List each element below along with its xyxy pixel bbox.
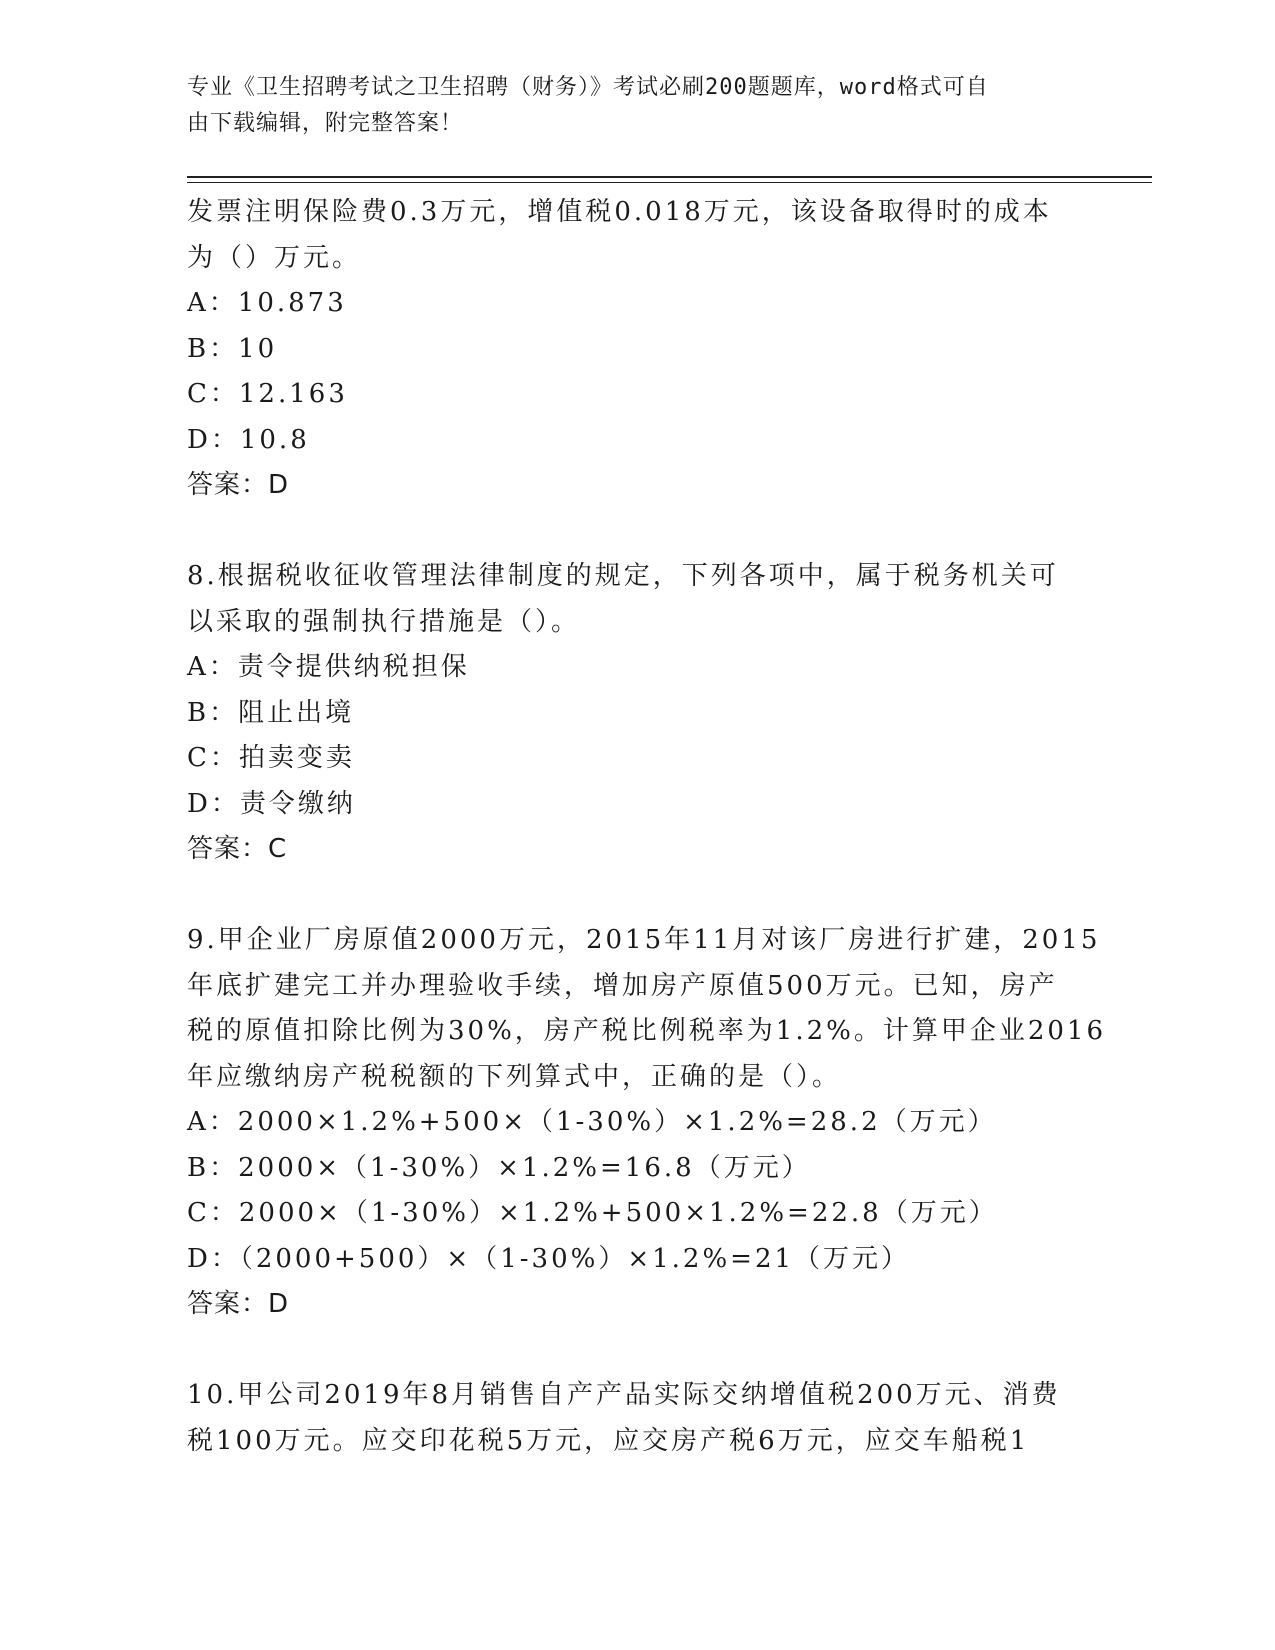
question-stem-line: 9.甲企业厂房原值2000万元，2015年11月对该厂房进行扩建，2015 [187, 925, 1101, 955]
answer-line: 答案：D [187, 1289, 290, 1319]
question-7 [187, 190, 1067, 509]
option-c: C：2000×（1-30%）×1.2%+500×1.2%=22.8（万元） [187, 1198, 998, 1228]
question-stem-line: 税100万元。应交印花税5万元，应交房产税6万元，应交车船税1 [187, 1425, 1030, 1456]
option-a: A：2000×1.2%+500×（1-30%）×1.2%=28.2（万元） [187, 1107, 997, 1137]
question-stem-line: 为（）万元。 [187, 242, 362, 273]
option-c: C：拍卖变卖 [187, 743, 355, 773]
question-9 [187, 918, 1107, 1328]
option-b: B：10 [187, 333, 278, 364]
question-stem-line: 8.根据税收征收管理法律制度的规定，下列各项中，属于税务机关可 [187, 561, 1059, 591]
question-stem-line: 以采取的强制执行措施是（）。 [187, 606, 581, 637]
question-stem-line: 年底扩建完工并办理验收手续，增加房产原值500万元。已知，房产 [187, 970, 1058, 1001]
header-line-1: 专业《卫生招聘考试之卫生招聘（财务）》考试必刷200题题库，word格式可自 [187, 75, 989, 100]
header-line-2: 由下载编辑，附完整答案！ [187, 111, 464, 136]
option-b: B：阻止出境 [187, 697, 355, 728]
question-stem-line: 10.甲公司2019年8月销售自产产品实际交纳增值税200万元、消费 [187, 1380, 1061, 1410]
option-d: D：（2000+500）×（1-30%）×1.2%=21（万元） [187, 1243, 911, 1274]
option-c: C：12.163 [187, 379, 348, 409]
option-a: A：10.873 [187, 288, 347, 318]
page-header [187, 70, 1067, 142]
option-a: A：责令提供纳税担保 [187, 652, 470, 682]
question-8 [187, 554, 1067, 873]
answer-line: 答案：D [187, 470, 290, 500]
answer-line: 答案：C [187, 834, 288, 864]
option-d: D：10.8 [187, 424, 310, 455]
option-d: D：责令缴纳 [187, 788, 356, 819]
question-stem-line: 税的原值扣除比例为30%，房产税比例税率为1.2%。计算甲企业2016 [187, 1016, 1107, 1046]
question-stem-line: 发票注明保险费0.3万元，增值税0.018万元，该设备取得时的成本 [187, 197, 1052, 227]
header-rule-thick [187, 176, 1152, 178]
question-10 [187, 1373, 1067, 1464]
document-body [187, 190, 1107, 1464]
header-rule-thin [187, 182, 1152, 183]
question-stem-line: 年应缴纳房产税税额的下列算式中，正确的是（）。 [187, 1061, 842, 1092]
option-b: B：2000×（1-30%）×1.2%=16.8（万元） [187, 1152, 811, 1183]
